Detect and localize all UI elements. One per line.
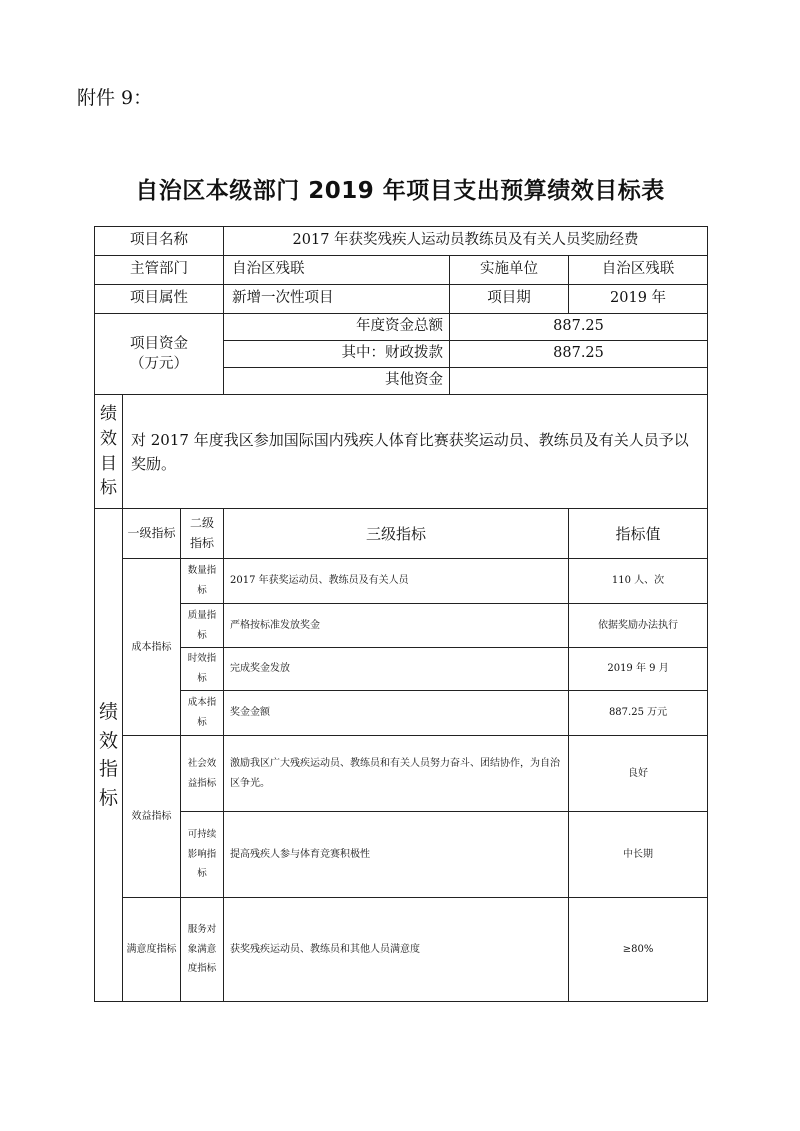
goal-text: 对 2017 年度我区参加国际国内残疾人体育比赛获奖运动员、教练员及有关人员予以奖励。	[123, 395, 708, 509]
funds-fiscal-label: 其中：财政拨款	[224, 341, 450, 368]
impl-unit-value: 自治区残联	[569, 256, 708, 285]
value-cell: ≥80%	[569, 898, 708, 1002]
level2-cell: 可持续影响指标	[181, 812, 224, 898]
cost-group-label: 成本指标	[123, 559, 181, 736]
funds-other-label: 其他资金	[224, 368, 450, 395]
header-level3: 三级指标	[224, 509, 569, 559]
level2-cell: 时效指标	[181, 648, 224, 691]
value-cell: 依据奖励办法执行	[569, 604, 708, 648]
department-label: 主管部门	[95, 256, 224, 285]
department-value: 自治区残联	[224, 256, 450, 285]
level2-cell: 数量指标	[181, 559, 224, 604]
row-indicator-headers	[95, 509, 708, 559]
row-goal	[95, 395, 708, 509]
level3-cell: 完成奖金发放	[224, 648, 569, 691]
value-cell: 887.25 万元	[569, 691, 708, 736]
level3-cell: 激励我区广大残疾运动员、教练员和有关人员努力奋斗、团结协作，为自治区争光。	[224, 736, 569, 812]
header-value: 指标值	[569, 509, 708, 559]
project-name-label: 项目名称	[95, 227, 224, 256]
table-row	[95, 736, 708, 812]
header-level2: 二级指标	[181, 509, 224, 559]
level3-cell: 2017 年获奖运动员、教练员及有关人员	[224, 559, 569, 604]
value-cell: 良好	[569, 736, 708, 812]
value-cell: 中长期	[569, 812, 708, 898]
level2-cell: 成本指标	[181, 691, 224, 736]
attribute-value: 新增一次性项目	[224, 285, 450, 314]
attachment-label: 附件 9：	[77, 87, 153, 109]
indicators-label: 绩 效 指 标	[95, 509, 123, 1002]
performance-table	[94, 226, 708, 1002]
funds-other-value	[450, 368, 708, 395]
level3-cell: 提高残疾人参与体育竞赛积极性	[224, 812, 569, 898]
effect-group-label: 效益指标	[123, 736, 181, 898]
value-cell: 2019 年 9 月	[569, 648, 708, 691]
project-name-value: 2017 年获奖残疾人运动员教练员及有关人员奖励经费	[224, 227, 708, 256]
level2-cell: 服务对象满意度指标	[181, 898, 224, 1002]
level2-cell: 社会效益指标	[181, 736, 224, 812]
table-row	[95, 691, 708, 736]
funds-label-line1: 项目资金	[130, 335, 188, 352]
value-cell: 110 人、次	[569, 559, 708, 604]
satisfaction-group-label: 满意度指标	[123, 898, 181, 1002]
impl-unit-label: 实施单位	[450, 256, 569, 285]
table-row	[95, 648, 708, 691]
row-funds-total	[95, 314, 708, 341]
table-row	[95, 559, 708, 604]
level3-cell: 奖金金额	[224, 691, 569, 736]
funds-total-value: 887.25	[450, 314, 708, 341]
attribute-label: 项目属性	[95, 285, 224, 314]
funds-total-label: 年度资金总额	[224, 314, 450, 341]
funds-fiscal-value: 887.25	[450, 341, 708, 368]
row-department	[95, 256, 708, 285]
table-row	[95, 898, 708, 1002]
level3-cell: 严格按标准发放奖金	[224, 604, 569, 648]
page-title: 自治区本级部门 2019 年项目支出预算绩效目标表	[135, 178, 665, 204]
row-attribute	[95, 285, 708, 314]
goal-label: 绩 效 目 标	[95, 395, 123, 509]
level3-cell: 获奖残疾运动员、教练员和其他人员满意度	[224, 898, 569, 1002]
header-level1: 一级指标	[123, 509, 181, 559]
row-project-name	[95, 227, 708, 256]
table-row	[95, 812, 708, 898]
funds-label	[95, 314, 224, 395]
period-label: 项目期	[450, 285, 569, 314]
level2-cell: 质量指标	[181, 604, 224, 648]
table-row	[95, 604, 708, 648]
period-value: 2019 年	[569, 285, 708, 314]
funds-label-line2: （万元）	[130, 356, 188, 372]
